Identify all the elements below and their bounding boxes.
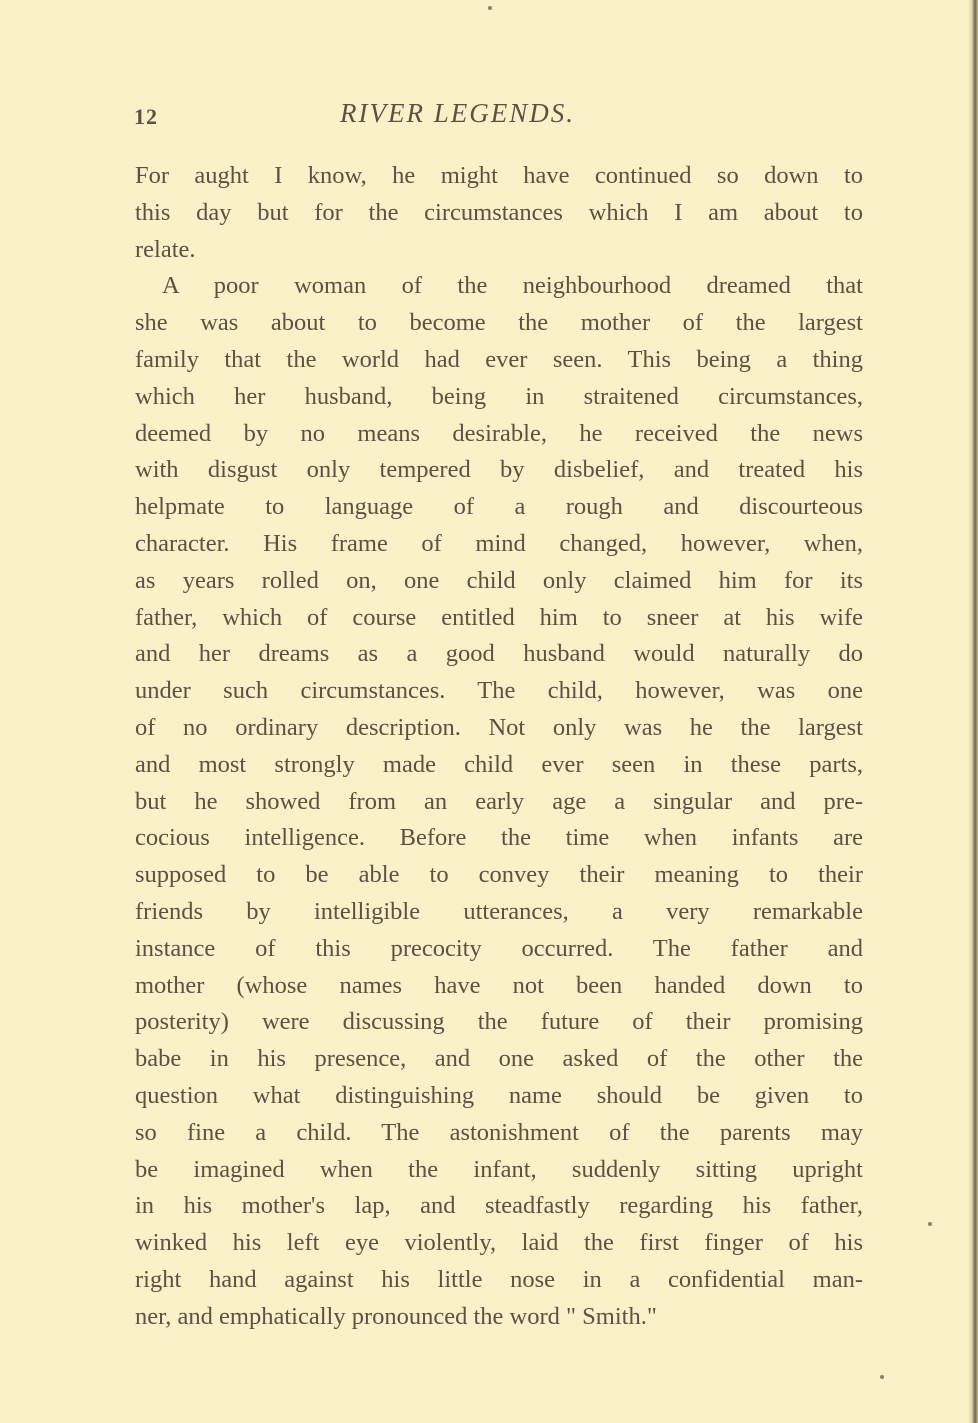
text-line: posterity) were discussing the future of their promising	[135, 1008, 863, 1036]
text-line: as years rolled on, one child only claimed him for its	[135, 566, 863, 594]
text-line: A poor woman of the neighbourhood dreamed that	[162, 272, 863, 300]
text-line: deemed by no means desirable, he received the news	[135, 419, 863, 447]
text-line: mother (whose names have not been handed down to	[135, 971, 863, 999]
text-line: question what distinguishing name should be given to	[135, 1081, 863, 1109]
text-line: instance of this precocity occurred. The father and	[135, 934, 863, 962]
text-line: father, which of course entitled him to sneer at his wife	[135, 603, 863, 631]
text-line: helpmate to language of a rough and discourteous	[135, 493, 863, 521]
text-line: family that the world had ever seen. This being a thing	[135, 345, 863, 373]
text-line: babe in his presence, and one asked of the other the	[135, 1045, 863, 1073]
text-line: friends by intelligible utterances, a very remarkable	[135, 897, 863, 925]
text-line: be imagined when the infant, suddenly sitting upright	[135, 1155, 863, 1183]
text-line: with disgust only tempered by disbelief, and treated his	[135, 456, 863, 484]
text-line: in his mother's lap, and steadfastly regarding his father,	[135, 1192, 863, 1220]
text-line: but he showed from an early age a singular and pre-	[135, 787, 863, 815]
scan-speck	[880, 1375, 884, 1379]
text-line: right hand against his little nose in a confidential man-	[135, 1265, 863, 1293]
text-line: character. His frame of mind changed, however, when,	[135, 529, 863, 557]
text-line: which her husband, being in straitened circumstances,	[135, 382, 863, 410]
page-body-text	[135, 158, 863, 1336]
scan-speck	[488, 6, 492, 10]
text-line: this day but for the circumstances which I am about to	[135, 198, 863, 226]
text-line: ner, and emphatically pronounced the word " Smith."	[135, 1302, 657, 1330]
text-line: and most strongly made child ever seen in these parts,	[135, 750, 863, 778]
text-line: so fine a child. The astonishment of the parents may	[135, 1118, 863, 1146]
scan-speck	[928, 1222, 932, 1226]
text-line: she was about to become the mother of the largest	[135, 309, 863, 337]
book-spine-edge	[968, 0, 978, 1423]
text-line: supposed to be able to convey their meaning to their	[135, 861, 863, 889]
text-line: of no ordinary description. Not only was he the largest	[135, 713, 863, 741]
text-line: winked his left eye violently, laid the first finger of his	[135, 1229, 863, 1257]
text-line: For aught I know, he might have continued so down to	[135, 162, 863, 189]
running-title: RIVER LEGENDS.	[340, 98, 575, 128]
text-line: under such circumstances. The child, however, was one	[135, 677, 863, 705]
text-line: and her dreams as a good husband would naturally do	[135, 640, 863, 668]
page-number: 12	[134, 104, 158, 129]
text-line: cocious intelligence. Before the time when infants are	[135, 824, 863, 852]
text-line: relate.	[135, 235, 196, 263]
